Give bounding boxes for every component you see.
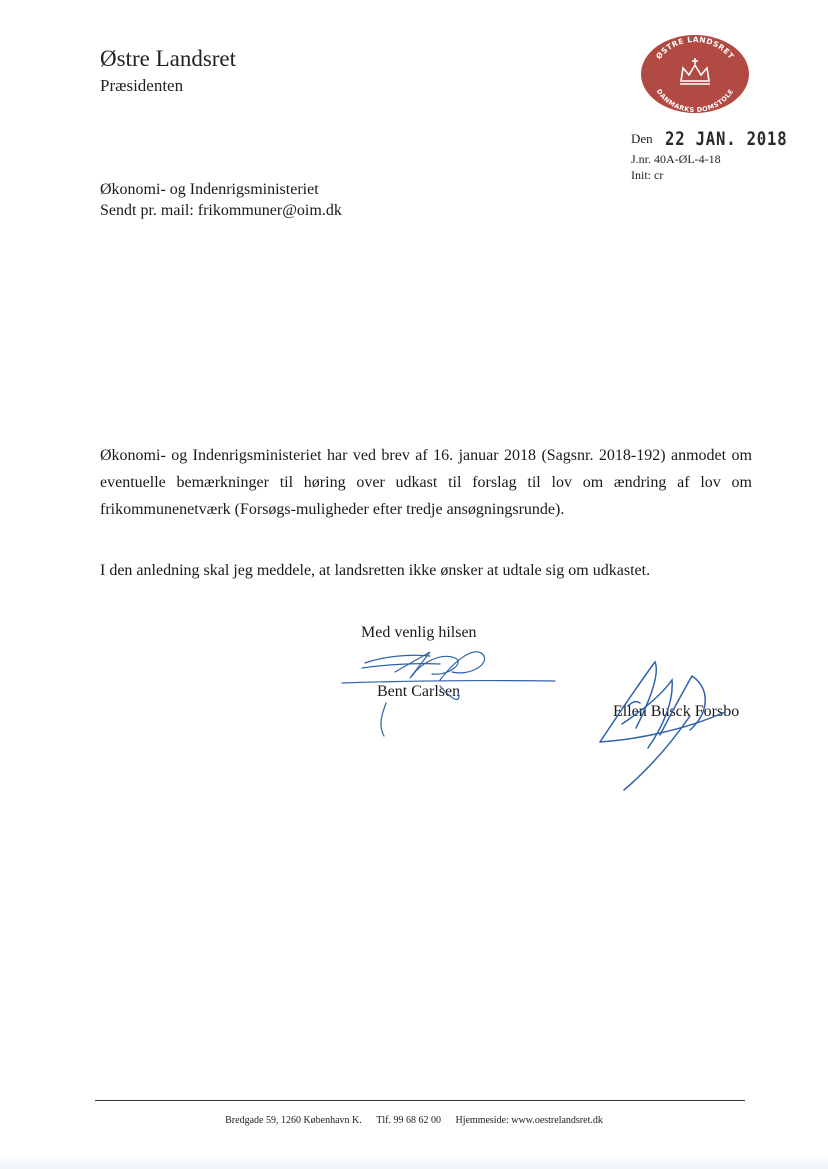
- initials: Init: cr: [631, 168, 664, 182]
- recipient-name: Økonomi- og Indenrigsministeriet: [100, 181, 319, 198]
- court-role: Præsidenten: [100, 76, 184, 95]
- signatory-2-name: Ellen Busck Forsbo: [613, 703, 740, 720]
- body-paragraph-2: I den anledning skal jeg meddele, at landsretten ikke ønsker at udtale sig om udkastet.: [100, 562, 651, 579]
- closing-greeting: Med venlig hilsen: [361, 624, 477, 641]
- footer: [0, 1115, 828, 1126]
- den-label: Den: [631, 131, 653, 146]
- footer-address: Bredgade 59, 1260 København K.: [225, 1115, 362, 1126]
- recipient-mail-line: Sendt pr. mail: frikommuner@oim.dk: [100, 202, 342, 219]
- seal-bottom-text: DANMARKS DOMSTOLE: [654, 87, 736, 114]
- footer-phone: Tlf. 99 68 62 00: [376, 1115, 441, 1126]
- seal-background: [641, 35, 749, 113]
- scan-edge: [0, 1155, 828, 1169]
- date-line: [631, 128, 814, 150]
- footer-website: Hjemmeside: www.oestrelandsret.dk: [455, 1115, 603, 1126]
- court-seal-logo: [640, 34, 750, 114]
- footer-rule: [95, 1100, 745, 1101]
- date-stamp: 22 JAN. 2018: [664, 128, 788, 150]
- signatory-1-name: Bent Carlsen: [377, 683, 461, 700]
- court-name: Østre Landsret: [100, 46, 237, 71]
- signature-2: [600, 662, 725, 790]
- journal-number: J.nr. 40A-ØL-4-18: [631, 152, 721, 166]
- body-paragraph-1: Økonomi- og Indenrigsministeriet har ved brev af 16. januar 2018 (Sagsnr. 2018-192) anmodet om eventuelle bemærkninger til høring over udkast til forslag til lov om ændring af lov om frikommunenetværk (Forsøgs-muligheder efter tredje ansøgningsrunde).: [100, 447, 752, 518]
- seal-top-text: ØSTRE LANDSRET: [654, 34, 736, 61]
